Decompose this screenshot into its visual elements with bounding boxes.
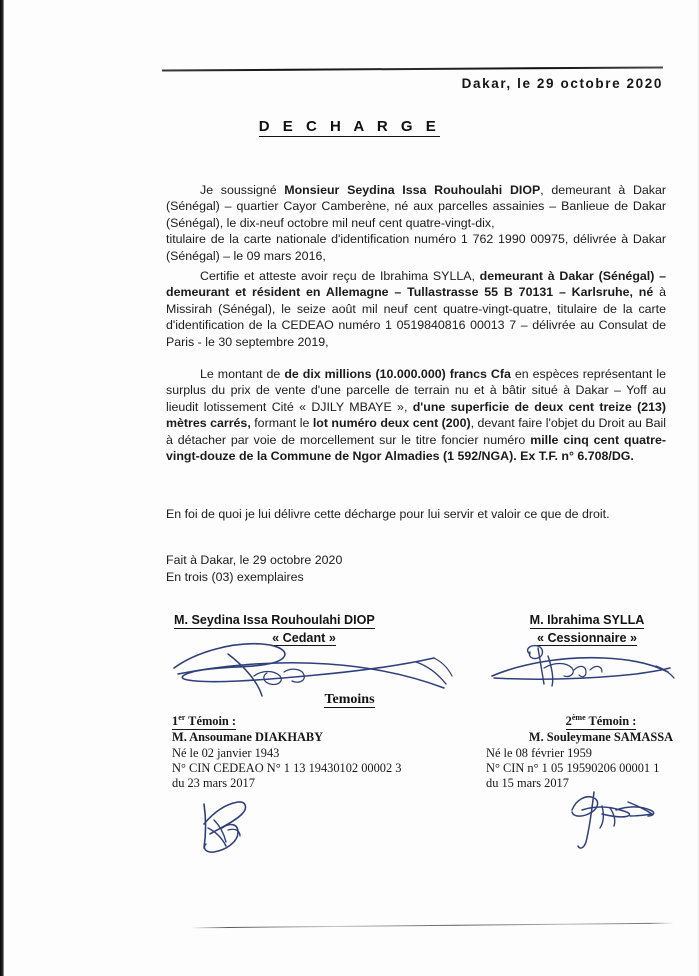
witness-2-label-wrap — [486, 710, 699, 730]
p3-part2: en espèces représentant le surplus du prix de vente d'une parcelle de terrain nu et à bâtir situé à Dakar – Yoff au lieudit lotissement Cité « DJILY MBAYE », — [166, 367, 666, 414]
fait-block — [166, 552, 666, 586]
witness-1-id-number: N° CIN CEDEAO N° 1 13 19430102 00002 3 — [172, 760, 402, 775]
witness-2-label — [566, 710, 637, 730]
signature-cessionnaire — [486, 640, 676, 692]
p1-bold-name: Monsieur Seydina Issa Rouhoulahi DIOP — [284, 183, 541, 197]
signature-cedant — [166, 636, 456, 698]
paragraph-montant — [166, 366, 666, 464]
witness-1-name: M. Ansoumane DIAKHABY — [172, 730, 324, 745]
witness-2-label-rest: Témoin : — [585, 714, 637, 729]
paragraph-soussigne — [166, 182, 666, 264]
cessionnaire-role-text: « Cessionnaire » — [536, 631, 638, 645]
cessionnaire-name: M. Ibrahima SYLLA — [529, 613, 645, 627]
paragraph-certifie — [166, 268, 666, 350]
page-title-text: D E C H A R G E — [258, 118, 441, 135]
witness-1-label-sup: er — [178, 713, 186, 722]
witness-2-id-date: du 15 mars 2017 — [486, 775, 569, 790]
p3-part4: , devant faire l'objet du Droit au Bail à détacher par voie de morcellement sur le titre foncier numéro — [166, 416, 667, 447]
date-line: Dakar, le 29 octobre 2020 — [461, 76, 663, 91]
p3-bold-lot: lot numéro deux cent (200) — [312, 416, 471, 431]
witness-block-first — [172, 710, 442, 791]
p3-bold-titre-foncier: mille cinq cent quatre-vingt-douze de la Commune de Ngor Almadies (1 592/NGA). Ex T.F. n° 6.708/DG. — [166, 432, 666, 464]
witness-1-label-num: 1 — [172, 714, 179, 729]
signature-witness-first — [182, 798, 302, 866]
p1-part1: Je soussigné — [200, 183, 285, 197]
witness-2-id-number: N° CIN n° 1 05 19590206 00001 1 — [486, 760, 660, 775]
page-title — [0, 118, 699, 135]
p3-bold-surface: d'une superficie de deux cent treize (213) mètres carrés, — [166, 399, 666, 431]
p2-bold-address: demeurant à Dakar (Sénégal) – demeurant et résident en Allemagne – Tullastrasse 55 B 70131 – Karlsruhe, — [166, 269, 666, 300]
witness-2-name: M. Souleymane SAMASSA — [528, 730, 674, 745]
witness-block-second — [486, 710, 699, 791]
header-rule — [162, 66, 663, 71]
signature-witness-second — [566, 784, 676, 856]
witnesses-title-text: Temoins — [324, 692, 375, 707]
p1-part2: , demeurant à Dakar (Sénégal) – quartier Cayor Camberène, né aux parcelles assainies – Banlieue de Dakar (Sénégal), le dix-neuf octobre mil neuf cent quatre-vingt-dix, — [166, 183, 667, 230]
p3-part1: Le montant de — [200, 367, 285, 381]
witness-2-label-sup: ème — [571, 713, 586, 722]
witness-1-label-rest: Témoin : — [185, 714, 237, 729]
witness-2-label-num: 2 — [565, 714, 572, 729]
fait-line-2: En trois (03) exemplaires — [166, 570, 304, 584]
fait-line-1: Fait à Dakar, le 29 octobre 2020 — [166, 553, 343, 567]
witness-1-id-date: du 23 mars 2017 — [172, 775, 255, 790]
witness-1-label — [172, 710, 236, 730]
cedant-role-text: « Cedant » — [272, 631, 336, 645]
p2-part2: à Missirah (Sénégal), le seize août mil neuf cent quatre-vingt-quatre, titulaire de la carte d'identification de la CEDEAO numéro 1 0519840816 00013 7 – délivrée au Consulat de Paris - le 30 septembre 2019, — [166, 285, 666, 349]
scan-artifact-line — [190, 923, 674, 929]
p3-bold-amount: de dix millions (10.000.000) francs Cfa — [284, 367, 511, 381]
p3-part3: formant le — [250, 416, 313, 431]
p2-part1: Certifie et atteste avoir reçu de Ibrahima SYLLA, — [200, 269, 480, 283]
scan-edge-left — [0, 0, 4, 976]
closing-statement: En foi de quoi je lui délivre cette décharge pour lui servir et valoir ce que de droit. — [166, 507, 610, 521]
witness-1-birth: Né le 02 janvier 1943 — [172, 745, 280, 760]
witness-2-birth: Né le 08 février 1959 — [486, 745, 592, 760]
p1-part3: titulaire de la carte nationale d'identification numéro 1 762 1990 00975, délivrée à Dakar (Sénégal) – le 09 mars 2016, — [166, 232, 666, 263]
p2-bold-ne: né — [638, 285, 654, 300]
witnesses-title — [0, 692, 699, 708]
cedant-name: M. Seydina Issa Rouhoulahi DIOP — [174, 613, 375, 627]
